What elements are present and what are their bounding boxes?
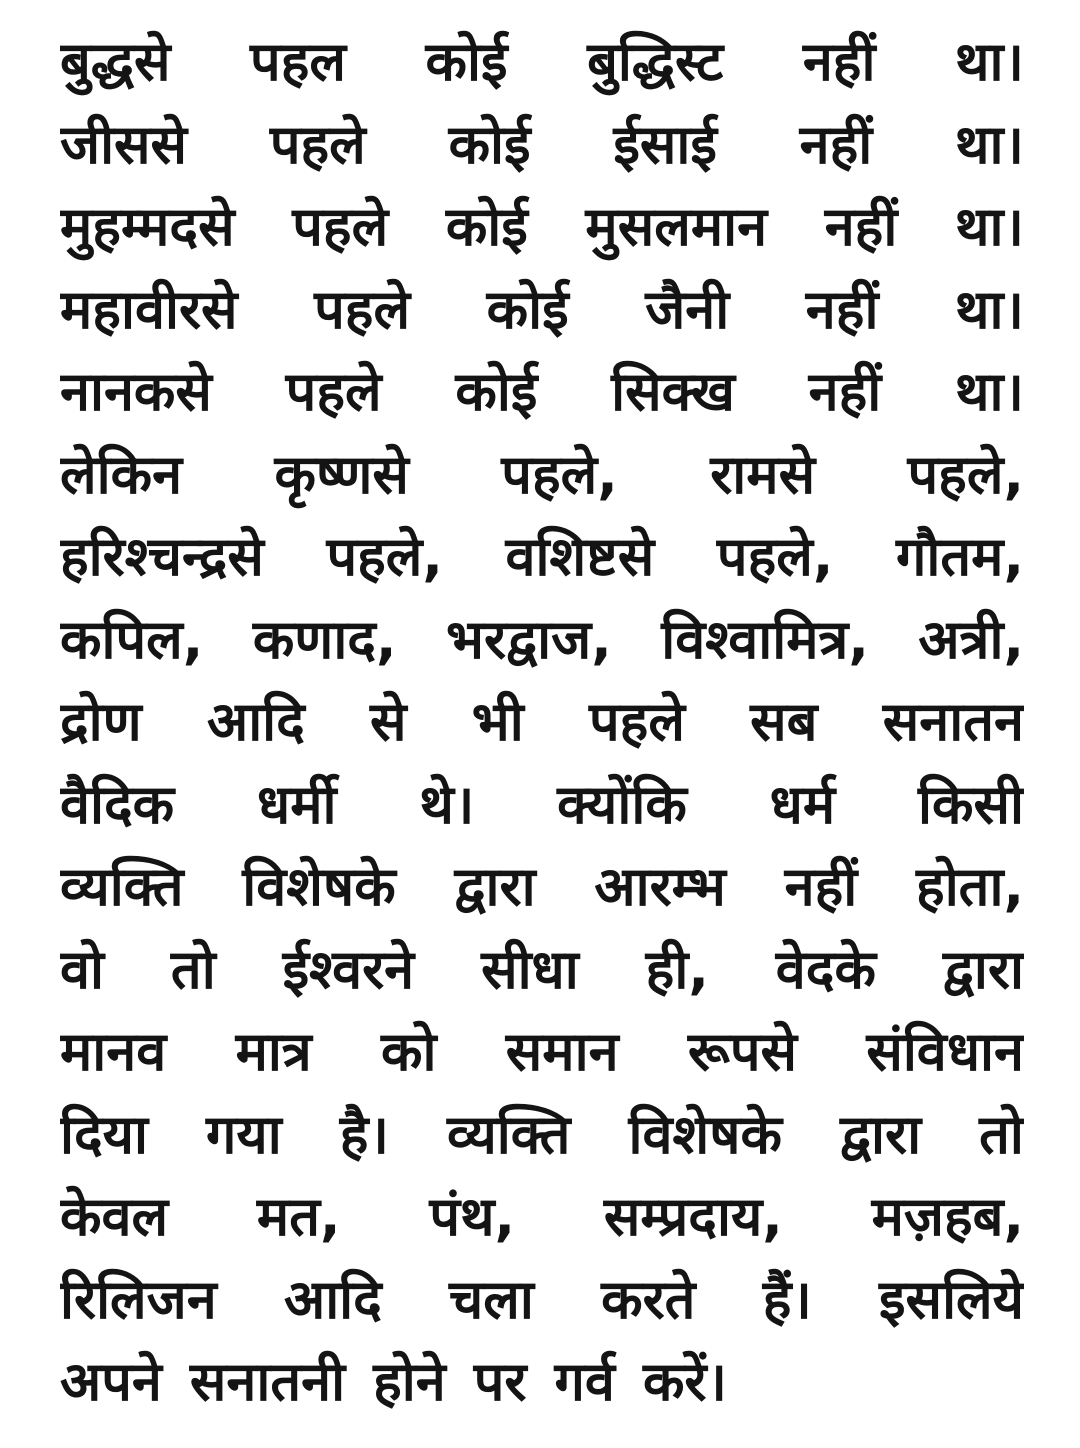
word: पहले [269, 112, 366, 176]
word: करते [601, 1267, 696, 1331]
text-line [60, 847, 1024, 930]
word: व्यक्ति [446, 1102, 571, 1166]
text-line [60, 352, 1024, 435]
word: चला [449, 1267, 534, 1331]
word: पहले, [716, 525, 834, 588]
text-line [60, 765, 1024, 848]
word: दिया [60, 1102, 148, 1166]
word: वो [60, 937, 105, 1001]
word: धर्म [769, 772, 836, 836]
word: कोई [455, 360, 538, 423]
word: जीससे [60, 112, 188, 176]
word: ईसाई [613, 112, 717, 176]
word: रूपसे [687, 1020, 797, 1083]
word: पहले [314, 277, 411, 341]
word: द्वारा [942, 937, 1024, 1001]
word: बुद्धिस्ट [587, 30, 724, 93]
text-line [60, 517, 1024, 600]
word: पंथ, [429, 1185, 516, 1248]
word: है। [339, 1102, 389, 1166]
text-line [60, 187, 1024, 270]
word: जैनी [645, 277, 730, 341]
word: होने [373, 1350, 446, 1413]
text-line [60, 105, 1024, 188]
word: भरद्वाज, [446, 607, 612, 671]
word: नहीं [808, 360, 882, 423]
text-line [60, 682, 1024, 765]
word: किसी [918, 772, 1024, 836]
word: था। [955, 360, 1024, 423]
word: वेदके [775, 937, 876, 1001]
word: विशेषके [628, 1102, 782, 1166]
word: था। [954, 195, 1024, 258]
text-line [60, 270, 1024, 353]
word: द्रोण [60, 690, 142, 753]
word: पहले [285, 360, 382, 423]
word: नहीं [799, 112, 873, 176]
word: मज़हब, [871, 1185, 1024, 1248]
word: थे। [419, 772, 475, 836]
word: रामसे [710, 442, 816, 506]
word: कोई [445, 195, 528, 258]
word: इसलिये [879, 1267, 1024, 1331]
word: था। [955, 112, 1024, 176]
word: हैं। [762, 1267, 812, 1331]
word: द्वारा [454, 855, 536, 918]
text-line [60, 1012, 1024, 1095]
text-line [60, 22, 1024, 105]
word: आदि [206, 690, 305, 753]
word: सनातन [882, 690, 1024, 753]
word: होता, [916, 855, 1024, 918]
word: पहले, [501, 442, 618, 506]
word: नानकसे [60, 360, 212, 423]
word: मात्र [235, 1020, 312, 1083]
word: संविधान [866, 1020, 1024, 1083]
word: अपने [60, 1350, 162, 1413]
word: पर [473, 1350, 527, 1413]
word: कणाद, [252, 607, 397, 671]
word: गर्व [554, 1350, 615, 1413]
word: कपिल, [60, 607, 204, 671]
word: क्योंकि [557, 772, 687, 836]
word: मुसलमान [585, 195, 768, 258]
word: था। [955, 277, 1024, 341]
word: लेकिन [60, 442, 183, 506]
word: सिक्ख [611, 360, 735, 423]
word: पहले [588, 690, 685, 753]
word: नहीं [784, 855, 858, 918]
word: से [370, 690, 407, 753]
word: द्वारा [839, 1102, 922, 1166]
word: धर्मी [257, 772, 337, 836]
word: पहले, [907, 442, 1024, 506]
text-line [60, 1342, 1024, 1425]
word: सम्प्रदाय, [603, 1185, 783, 1248]
word: कोई [448, 112, 531, 176]
word: ही, [645, 937, 709, 1001]
word: वशिष्टसे [505, 525, 655, 588]
word: पहल [250, 30, 346, 93]
word: ईश्वरने [282, 937, 415, 1001]
word: भी [471, 690, 524, 753]
word: मत, [256, 1185, 341, 1248]
word: विश्वामित्र, [661, 607, 869, 671]
word: तो [170, 937, 216, 1001]
word: कोई [486, 277, 569, 341]
text-line [60, 1260, 1024, 1343]
word: व्यक्ति [60, 855, 184, 918]
word: आदि [283, 1267, 382, 1331]
word: समान [505, 1020, 619, 1083]
word: महावीरसे [60, 277, 238, 341]
word: तो [979, 1102, 1024, 1166]
word: सीधा [481, 937, 579, 1001]
text-line [60, 435, 1024, 518]
word: कोई [425, 30, 508, 93]
word: नहीं [824, 195, 898, 258]
word: को [381, 1020, 437, 1083]
text-line [60, 600, 1024, 683]
word: था। [955, 30, 1024, 93]
text-line [60, 1177, 1024, 1260]
word: सनातनी [189, 1350, 346, 1413]
word: पहले, [326, 525, 443, 588]
word: नहीं [802, 30, 876, 93]
word: आरम्भ [594, 855, 726, 918]
word: गौतम, [895, 525, 1024, 588]
word: करें। [642, 1350, 727, 1413]
text-line [60, 1095, 1024, 1178]
word: मुहम्मदसे [60, 195, 235, 258]
word: कृष्णसे [274, 442, 409, 506]
word: सब [750, 690, 818, 753]
word: नहीं [805, 277, 879, 341]
word: केवल [60, 1185, 169, 1248]
word: रिलिजन [60, 1267, 217, 1331]
word: वैदिक [60, 772, 175, 836]
text-line [60, 930, 1024, 1013]
word: हरिश्चन्द्रसे [60, 525, 264, 588]
word: विशेषके [242, 855, 396, 918]
word: अत्री, [918, 607, 1024, 671]
paragraph [60, 22, 1024, 1425]
word: मानव [60, 1020, 167, 1083]
word: बुद्धसे [60, 30, 171, 93]
word: पहले [292, 195, 389, 258]
word: गया [206, 1102, 282, 1166]
